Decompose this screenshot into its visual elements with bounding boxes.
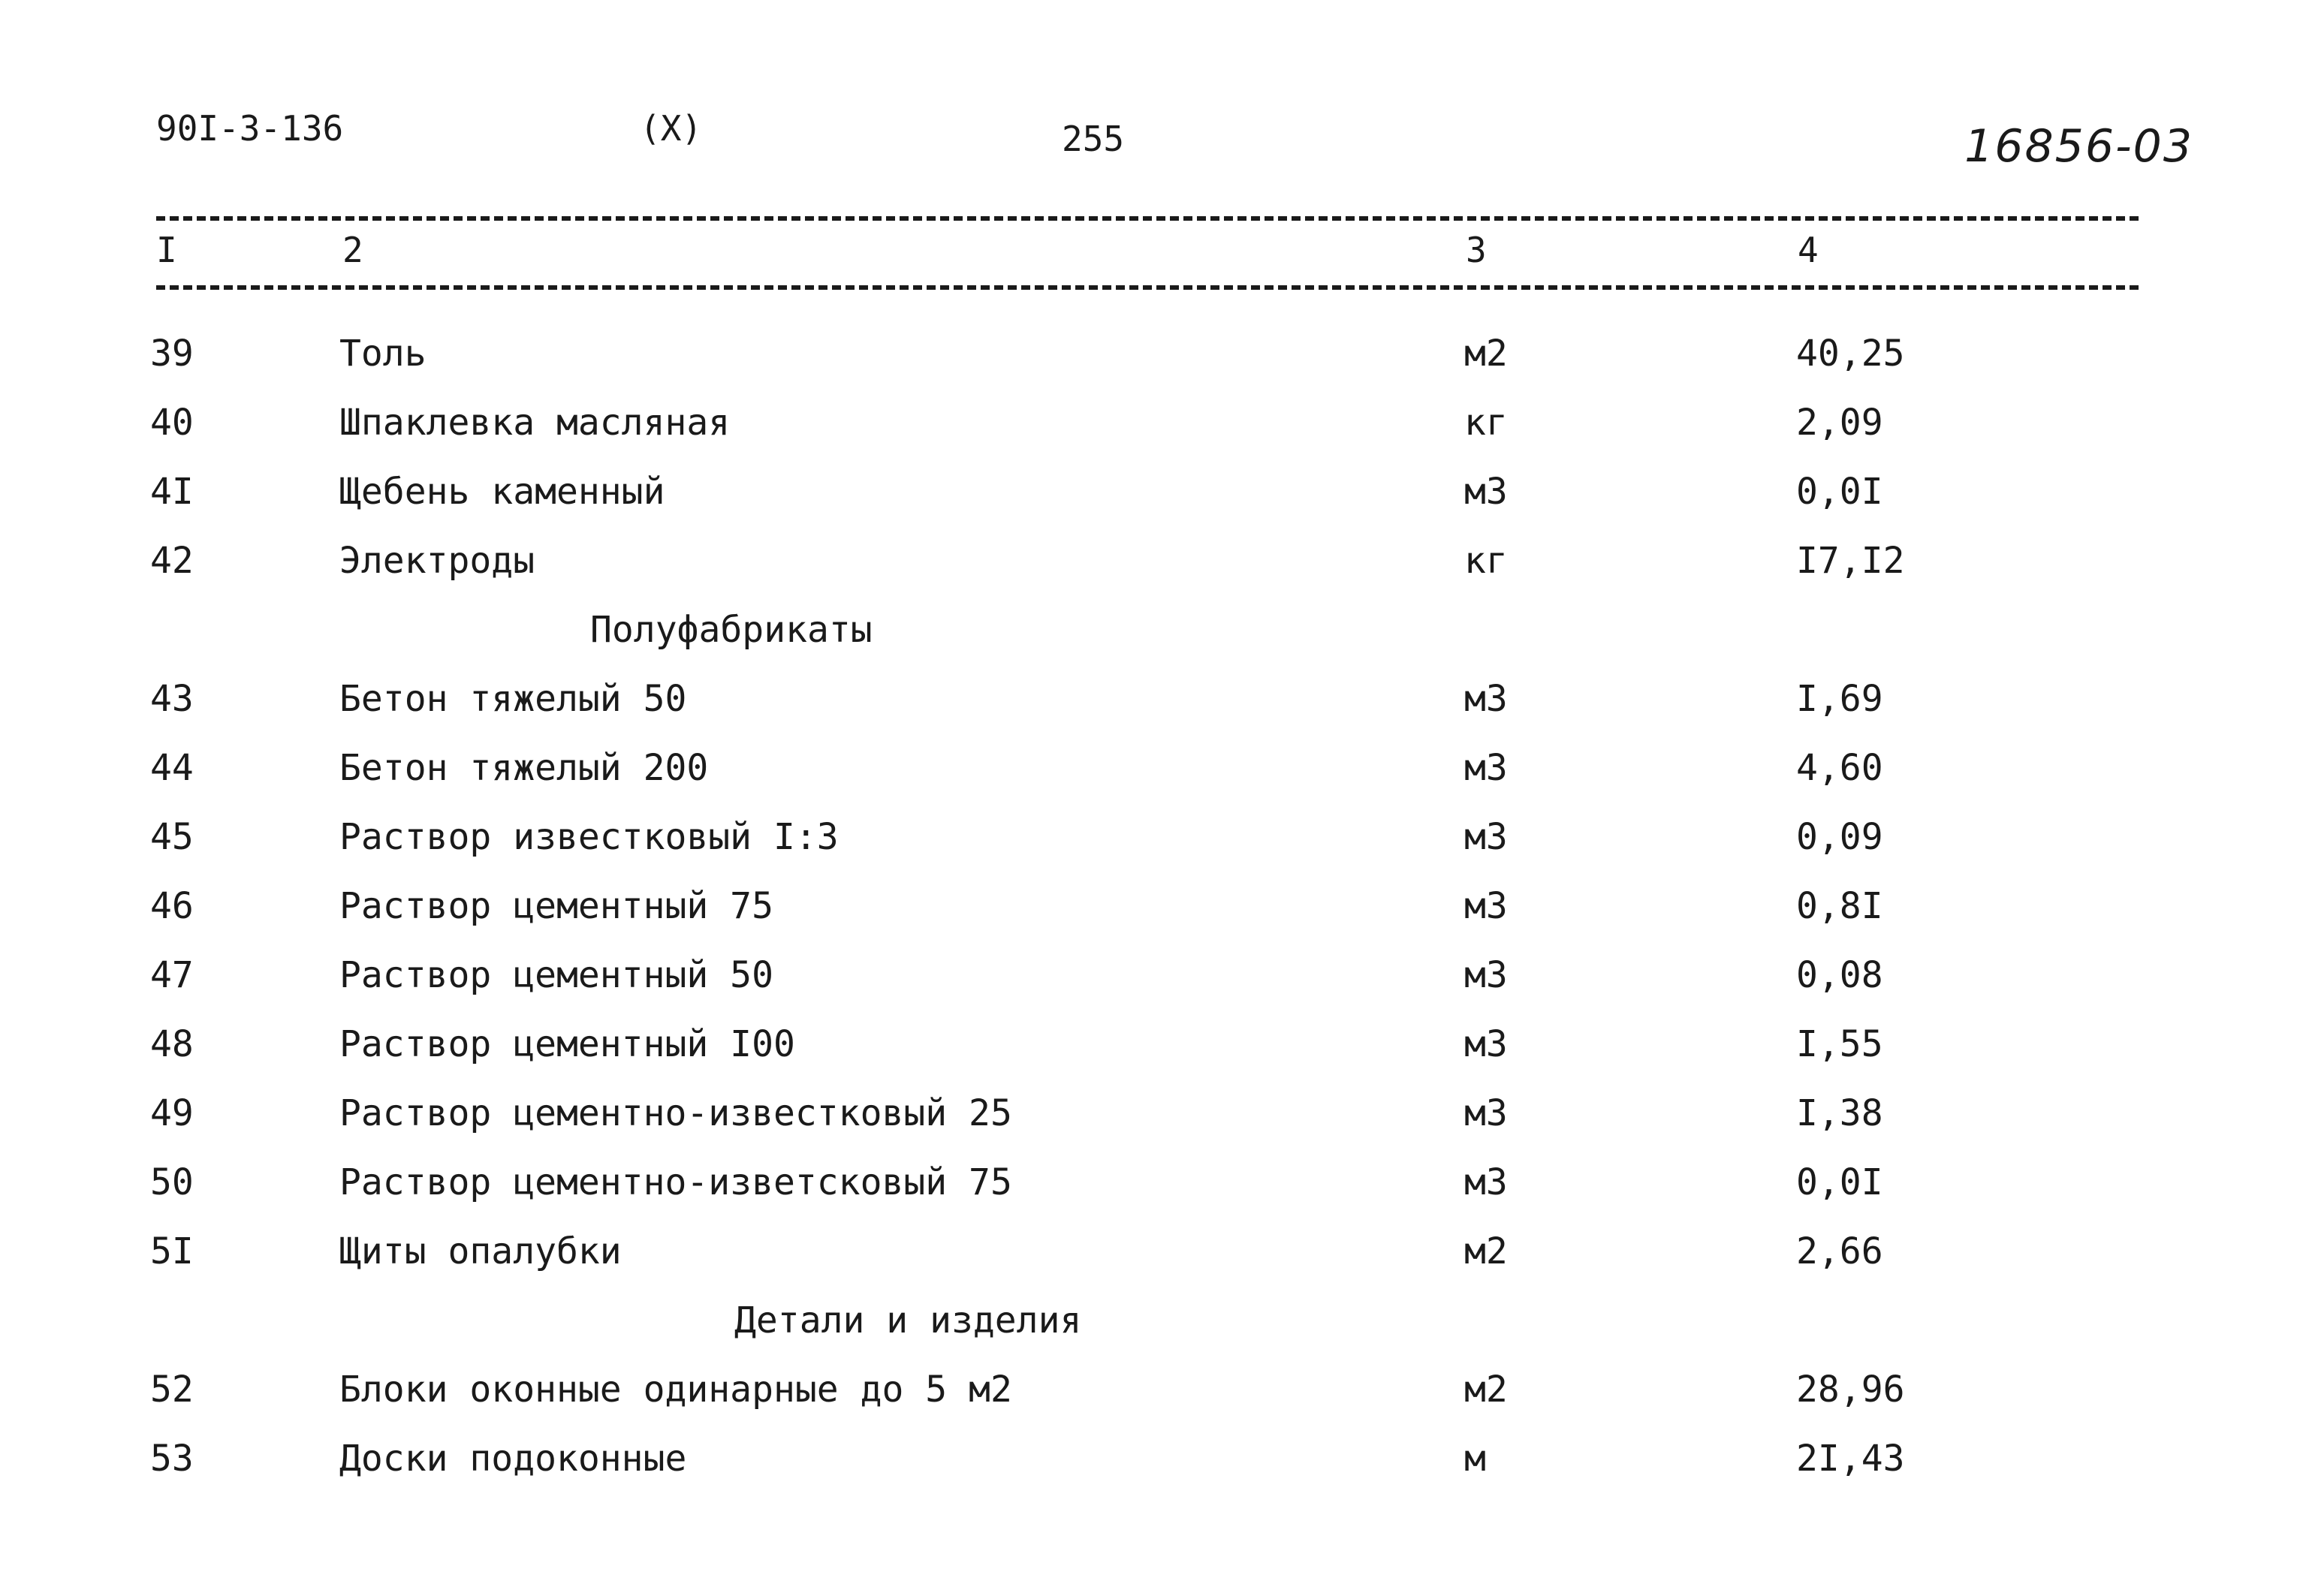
- row-unit: кг: [1464, 540, 1508, 582]
- row-quantity: I,38: [1796, 1092, 1883, 1134]
- table-row: [0, 1356, 2306, 1423]
- document-code: 90I-3-136: [156, 108, 344, 149]
- row-quantity: I7,I2: [1796, 540, 1905, 582]
- header-rule-top: [156, 216, 2139, 221]
- row-unit: м3: [1464, 1161, 1508, 1203]
- table-row: [0, 872, 2306, 940]
- section-heading: [0, 1287, 2306, 1354]
- row-number: 45: [150, 816, 194, 858]
- row-unit: м3: [1464, 678, 1508, 720]
- row-number: 46: [150, 885, 194, 927]
- row-quantity: 28,96: [1796, 1369, 1905, 1411]
- row-name: Бетон тяжелый 200: [339, 747, 709, 789]
- table-row: [0, 320, 2306, 387]
- row-number: 39: [150, 333, 194, 375]
- table-row: [0, 665, 2306, 733]
- row-unit: м3: [1464, 816, 1508, 858]
- row-quantity: 0,8I: [1796, 885, 1883, 927]
- row-number: 43: [150, 678, 194, 720]
- row-unit: м3: [1464, 1023, 1508, 1065]
- row-quantity: 2,66: [1796, 1230, 1883, 1272]
- row-number: 4I: [150, 471, 194, 513]
- column-header-1: I: [156, 230, 177, 270]
- row-number: 53: [150, 1438, 194, 1480]
- row-unit: м2: [1464, 1230, 1508, 1272]
- table-row: [0, 1149, 2306, 1216]
- row-quantity: 0,0I: [1796, 471, 1883, 513]
- table-row: [0, 1080, 2306, 1147]
- column-header-4: 4: [1798, 230, 1819, 270]
- section-heading: [0, 596, 2306, 664]
- row-quantity: I,55: [1796, 1023, 1883, 1065]
- row-name: Раствор цементно-известковый 25: [339, 1092, 1012, 1134]
- table-row: [0, 389, 2306, 456]
- row-unit: м3: [1464, 885, 1508, 927]
- row-name: Раствор цементно-изветсковый 75: [339, 1161, 1012, 1203]
- row-quantity: I,69: [1796, 678, 1883, 720]
- row-number: 5I: [150, 1230, 194, 1272]
- row-quantity: 40,25: [1796, 333, 1905, 375]
- row-name: Шпаклевка масляная: [339, 402, 731, 444]
- page-number: 255: [1062, 119, 1125, 159]
- row-unit: м3: [1464, 471, 1508, 513]
- registration-number: 16856-03: [1964, 120, 2193, 173]
- column-header-3: 3: [1466, 230, 1487, 270]
- row-unit: м3: [1464, 1092, 1508, 1134]
- row-name: Щебень каменный: [339, 471, 665, 513]
- column-header-2: 2: [342, 230, 363, 270]
- header-rule-bottom: [156, 285, 2139, 290]
- row-name: Электроды: [339, 540, 535, 582]
- row-quantity: 0,0I: [1796, 1161, 1883, 1203]
- row-unit: м2: [1464, 333, 1508, 375]
- row-unit: м3: [1464, 954, 1508, 996]
- row-name: Бетон тяжелый 50: [339, 678, 687, 720]
- row-quantity: 0,08: [1796, 954, 1883, 996]
- table-row: [0, 734, 2306, 802]
- row-name: Щиты опалубки: [339, 1230, 622, 1272]
- row-number: 52: [150, 1369, 194, 1411]
- row-number: 47: [150, 954, 194, 996]
- row-name: Раствор цементный I00: [339, 1023, 795, 1065]
- row-quantity: 2I,43: [1796, 1438, 1905, 1480]
- row-name: Блоки оконные одинарные до 5 м2: [339, 1369, 1012, 1411]
- row-name: Раствор известковый I:3: [339, 816, 839, 858]
- row-quantity: 0,09: [1796, 816, 1883, 858]
- row-quantity: 2,09: [1796, 402, 1883, 444]
- row-number: 40: [150, 402, 194, 444]
- row-number: 48: [150, 1023, 194, 1065]
- table-row: [0, 527, 2306, 595]
- row-name: Раствор цементный 75: [339, 885, 773, 927]
- row-quantity: 4,60: [1796, 747, 1883, 789]
- row-name: Раствор цементный 50: [339, 954, 773, 996]
- row-number: 49: [150, 1092, 194, 1134]
- table-row: [0, 941, 2306, 1009]
- row-name: Доски подоконные: [339, 1438, 687, 1480]
- table-row: [0, 803, 2306, 871]
- row-number: 50: [150, 1161, 194, 1203]
- table-row: [0, 1218, 2306, 1285]
- table-row: [0, 1010, 2306, 1078]
- row-number: 44: [150, 747, 194, 789]
- table-row: [0, 1425, 2306, 1492]
- row-unit: м3: [1464, 747, 1508, 789]
- section-title-semi-finished: Полуфабрикаты: [590, 609, 873, 651]
- row-unit: м2: [1464, 1369, 1508, 1411]
- document-marker: (X): [640, 108, 703, 149]
- row-name: Толь: [339, 333, 427, 375]
- table-row: [0, 458, 2306, 525]
- row-unit: м: [1464, 1438, 1486, 1480]
- section-title-parts: Детали и изделия: [734, 1299, 1082, 1342]
- row-unit: кг: [1464, 402, 1508, 444]
- row-number: 42: [150, 540, 194, 582]
